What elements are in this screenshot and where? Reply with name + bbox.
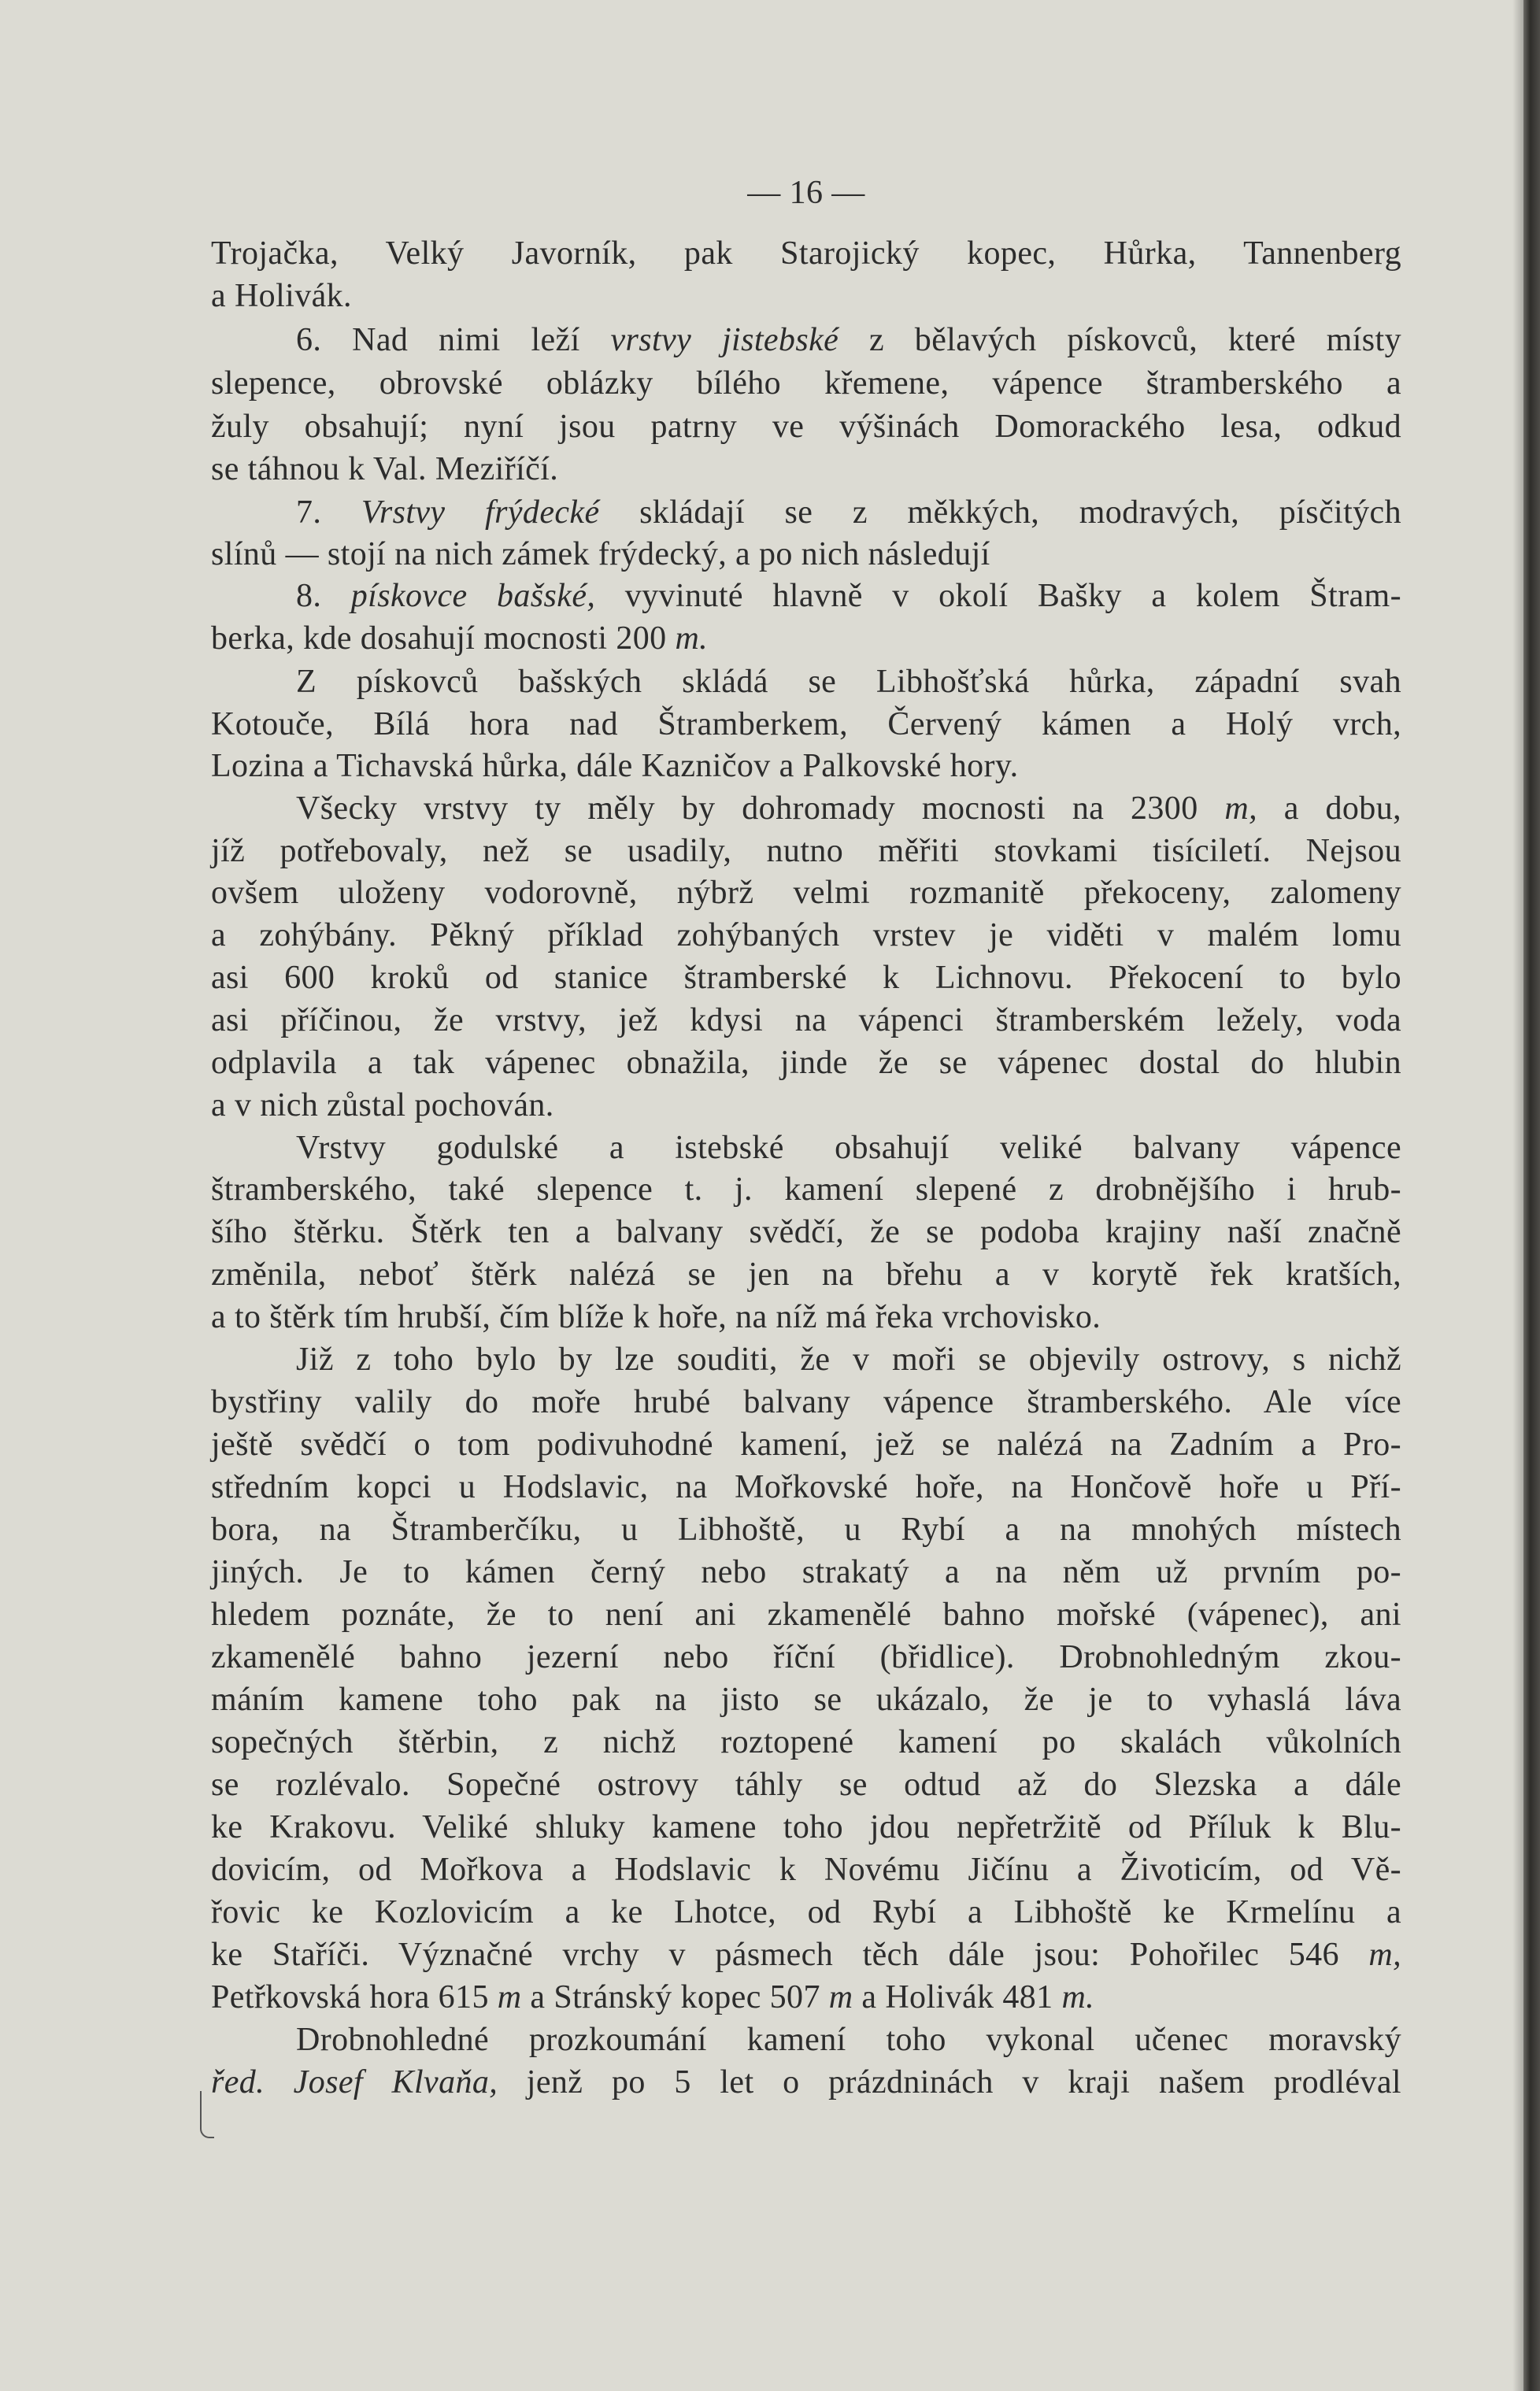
text-segment: Již z toho bylo by lze souditi, že v moři se objevily ostrovy, s nichž (296, 1342, 1401, 1378)
italic-text-segment: m (497, 1979, 522, 2015)
text-line (211, 1466, 1401, 1508)
text-segment: šího štěrku. Štěrk ten a balvany svědčí, že se podoba krajiny naší značně (211, 1214, 1401, 1250)
text-line (211, 232, 1401, 275)
text-line (211, 1891, 1401, 1934)
text-segment: se rozlévalo. Sopečné ostrovy táhly se odtud až do Slezska a dále (211, 1767, 1401, 1803)
text-line (211, 872, 1401, 914)
text-line (211, 405, 1401, 448)
text-line (211, 1764, 1401, 1806)
text-segment: odplavila a tak vápenec obnažila, jinde že se vápenec dostal do hlubin (211, 1045, 1401, 1081)
text-segment: ke Staříči. Význačné vrchy v pásmech těch dále jsou: Pohořilec 546 (211, 1937, 1369, 1973)
text-line (211, 1338, 1401, 1381)
text-segment: bystřiny valily do moře hrubé balvany vápence štramberského. Ale více (211, 1384, 1401, 1420)
text-segment: ke Krakovu. Veliké shluky kamene toho jdou nepřetržitě od Příluk k Blu- (211, 1809, 1401, 1845)
text-segment: žuly obsahují; nyní jsou patrny ve výšinách Domorackého lesa, odkud (211, 409, 1401, 445)
text-segment: asi 600 kroků od stanice štramberské k Lichnovu. Překocení to bylo (211, 960, 1401, 996)
italic-text-segment: m. (675, 620, 709, 657)
text-segment: dovicím, od Mořkova a Hodslavic k Novému Jičínu a Životicím, od Vě- (211, 1852, 1401, 1888)
text-segment: Trojačka, Velký Javorník, pak Starojický kopec, Hůrka, Tannenberg (211, 235, 1401, 272)
text-segment: bora, na Štramberčíku, u Libhoště, u Rybí a na mnohých místech (211, 1512, 1401, 1548)
text-line (211, 448, 1401, 490)
text-line (211, 1211, 1401, 1253)
text-line (211, 1976, 1401, 2019)
text-line (211, 275, 1401, 317)
text-segment: 7. (296, 494, 361, 531)
text-segment: a to štěrk tím hrubší, čím blíže k hoře, na níž má řeka vrchovisko. (211, 1299, 1101, 1335)
text-line (211, 1806, 1401, 1849)
text-segment: skládají se z měkkých, modravých, písčitých (599, 494, 1401, 531)
text-line (211, 575, 1401, 617)
text-segment: jiných. Je to kámen černý nebo strakatý a na něm už prvním po- (211, 1554, 1401, 1590)
text-segment: berka, kde dosahují mocnosti 200 (211, 620, 676, 657)
text-segment: sopečných štěrbin, z nichž roztopené kamení po skalách vůkolních (211, 1724, 1401, 1760)
text-segment: Drobnohledné prozkoumání kamení toho vykonal učenec moravský (296, 2022, 1401, 2058)
text-line (211, 1508, 1401, 1551)
text-segment: 6. Nad nimi leží (296, 322, 611, 358)
text-segment: a Stránský kopec 507 (521, 1979, 829, 2015)
italic-text-segment: pískovce bašské, (350, 578, 596, 614)
text-segment: a dobu, (1257, 790, 1401, 827)
text-line (211, 1423, 1401, 1466)
text-segment: řovic ke Kozlovicím a ke Lhotce, od Rybí a Libhoště ke Krmelínu a (211, 1894, 1401, 1930)
text-line (211, 957, 1401, 999)
text-segment: ještě svědčí o tom podivuhodné kamení, jež se nalézá na Zadním a Pro- (211, 1427, 1401, 1463)
text-line (211, 1551, 1401, 1593)
text-segment: a zohýbány. Pěkný příklad zohýbaných vrstev je viděti v malém lomu (211, 917, 1401, 953)
text-segment: zkamenělé bahno jezerní nebo říční (břidlice). Drobnohledným zkou- (211, 1639, 1401, 1675)
text-line (211, 1253, 1401, 1296)
text-segment: Vrstvy godulské a istebské obsahují veliké balvany vápence (296, 1130, 1401, 1166)
italic-text-segment: m (828, 1979, 853, 2015)
text-segment: z bělavých pískovců, které místy (838, 322, 1401, 358)
text-line (211, 914, 1401, 957)
text-line (211, 533, 1401, 576)
text-segment: štramberského, také slepence t. j. kamení slepené z drobnějšího i hrub- (211, 1171, 1401, 1208)
italic-text-segment: m, (1224, 790, 1257, 827)
text-line (211, 1593, 1401, 1636)
text-segment: Petřkovská hora 615 (211, 1979, 498, 2015)
italic-text-segment: vrstvy jistebské (610, 322, 839, 358)
text-line (211, 617, 1401, 660)
text-line (211, 1934, 1401, 1976)
text-line (211, 745, 1401, 787)
text-line (211, 1168, 1401, 1211)
page-number: — 16 — (747, 175, 865, 211)
text-line (211, 661, 1401, 703)
text-line (211, 1296, 1401, 1338)
text-segment: slepence, obrovské oblázky bílého křemene, vápence štramberského a (211, 365, 1401, 402)
scan-edge-strip (1523, 0, 1540, 2391)
text-line (211, 787, 1401, 830)
text-line (211, 1679, 1401, 1721)
text-segment: jíž potřebovaly, než se usadily, nutno měřiti stovkami tisíciletí. Nejsou (211, 833, 1401, 869)
text-segment: středním kopci u Hodslavic, na Mořkovské hoře, na Hončově hoře u Pří- (211, 1469, 1401, 1505)
text-segment: 8. (296, 578, 351, 614)
text-line (211, 1381, 1401, 1423)
text-line (211, 1636, 1401, 1679)
text-line (211, 1042, 1401, 1084)
text-line (211, 1849, 1401, 1891)
text-line (211, 2061, 1401, 2104)
italic-text-segment: řed. Josef Klvaňa, (211, 2064, 498, 2100)
italic-text-segment: m, (1368, 1937, 1401, 1973)
text-segment: změnila, neboť štěrk nalézá se jen na břehu a v korytě řek kratších, (211, 1257, 1401, 1293)
text-segment: ovšem uloženy vodorovně, nýbrž velmi rozmanitě překoceny, zalomeny (211, 875, 1401, 911)
text-line (211, 999, 1401, 1042)
italic-text-segment: m. (1061, 1979, 1095, 2015)
text-line (211, 1084, 1401, 1127)
text-segment: máním kamene toho pak na jisto se ukázalo, že je to vyhaslá láva (211, 1682, 1401, 1718)
italic-text-segment: Vrstvy frýdecké (361, 494, 600, 531)
text-segment: Všecky vrstvy ty měly by dohromady mocnosti na 2300 (296, 790, 1225, 827)
text-segment: a Holivák. (211, 278, 352, 314)
text-segment: Kotouče, Bílá hora nad Štramberkem, Červený kámen a Holý vrch, (211, 706, 1401, 742)
text-segment: vyvinuté hlavně v okolí Bašky a kolem Štram- (595, 578, 1402, 614)
text-segment: jenž po 5 let o prázdninách v kraji našem prodléval (498, 2064, 1401, 2100)
text-segment: Z pískovců bašských skládá se Libhošťská hůrka, západní svah (296, 664, 1401, 700)
text-line (211, 1721, 1401, 1764)
text-line (211, 319, 1401, 361)
text-segment: slínů — stojí na nich zámek frýdecký, a po nich následují (211, 536, 990, 572)
text-segment: a v nich zůstal pochován. (211, 1087, 554, 1123)
text-line (211, 362, 1401, 405)
text-segment: se táhnou k Val. Meziříčí. (211, 451, 559, 487)
text-line (211, 2019, 1401, 2061)
text-segment: asi příčinou, že vrstvy, jež kdysi na vápenci štramberském ležely, voda (211, 1002, 1401, 1038)
text-line (211, 703, 1401, 746)
text-line (211, 491, 1401, 534)
text-line (211, 830, 1401, 872)
text-segment: a Holivák 481 (853, 1979, 1062, 2015)
margin-bracket-mark (200, 2091, 214, 2138)
page-edge-shadow (1512, 0, 1523, 2391)
text-line (211, 1127, 1401, 1169)
text-segment: Lozina a Tichavská hůrka, dále Kazničov a Palkovské hory. (211, 748, 1019, 784)
text-segment: hledem poznáte, že to není ani zkamenělé bahno mořské (vápenec), ani (211, 1597, 1401, 1633)
